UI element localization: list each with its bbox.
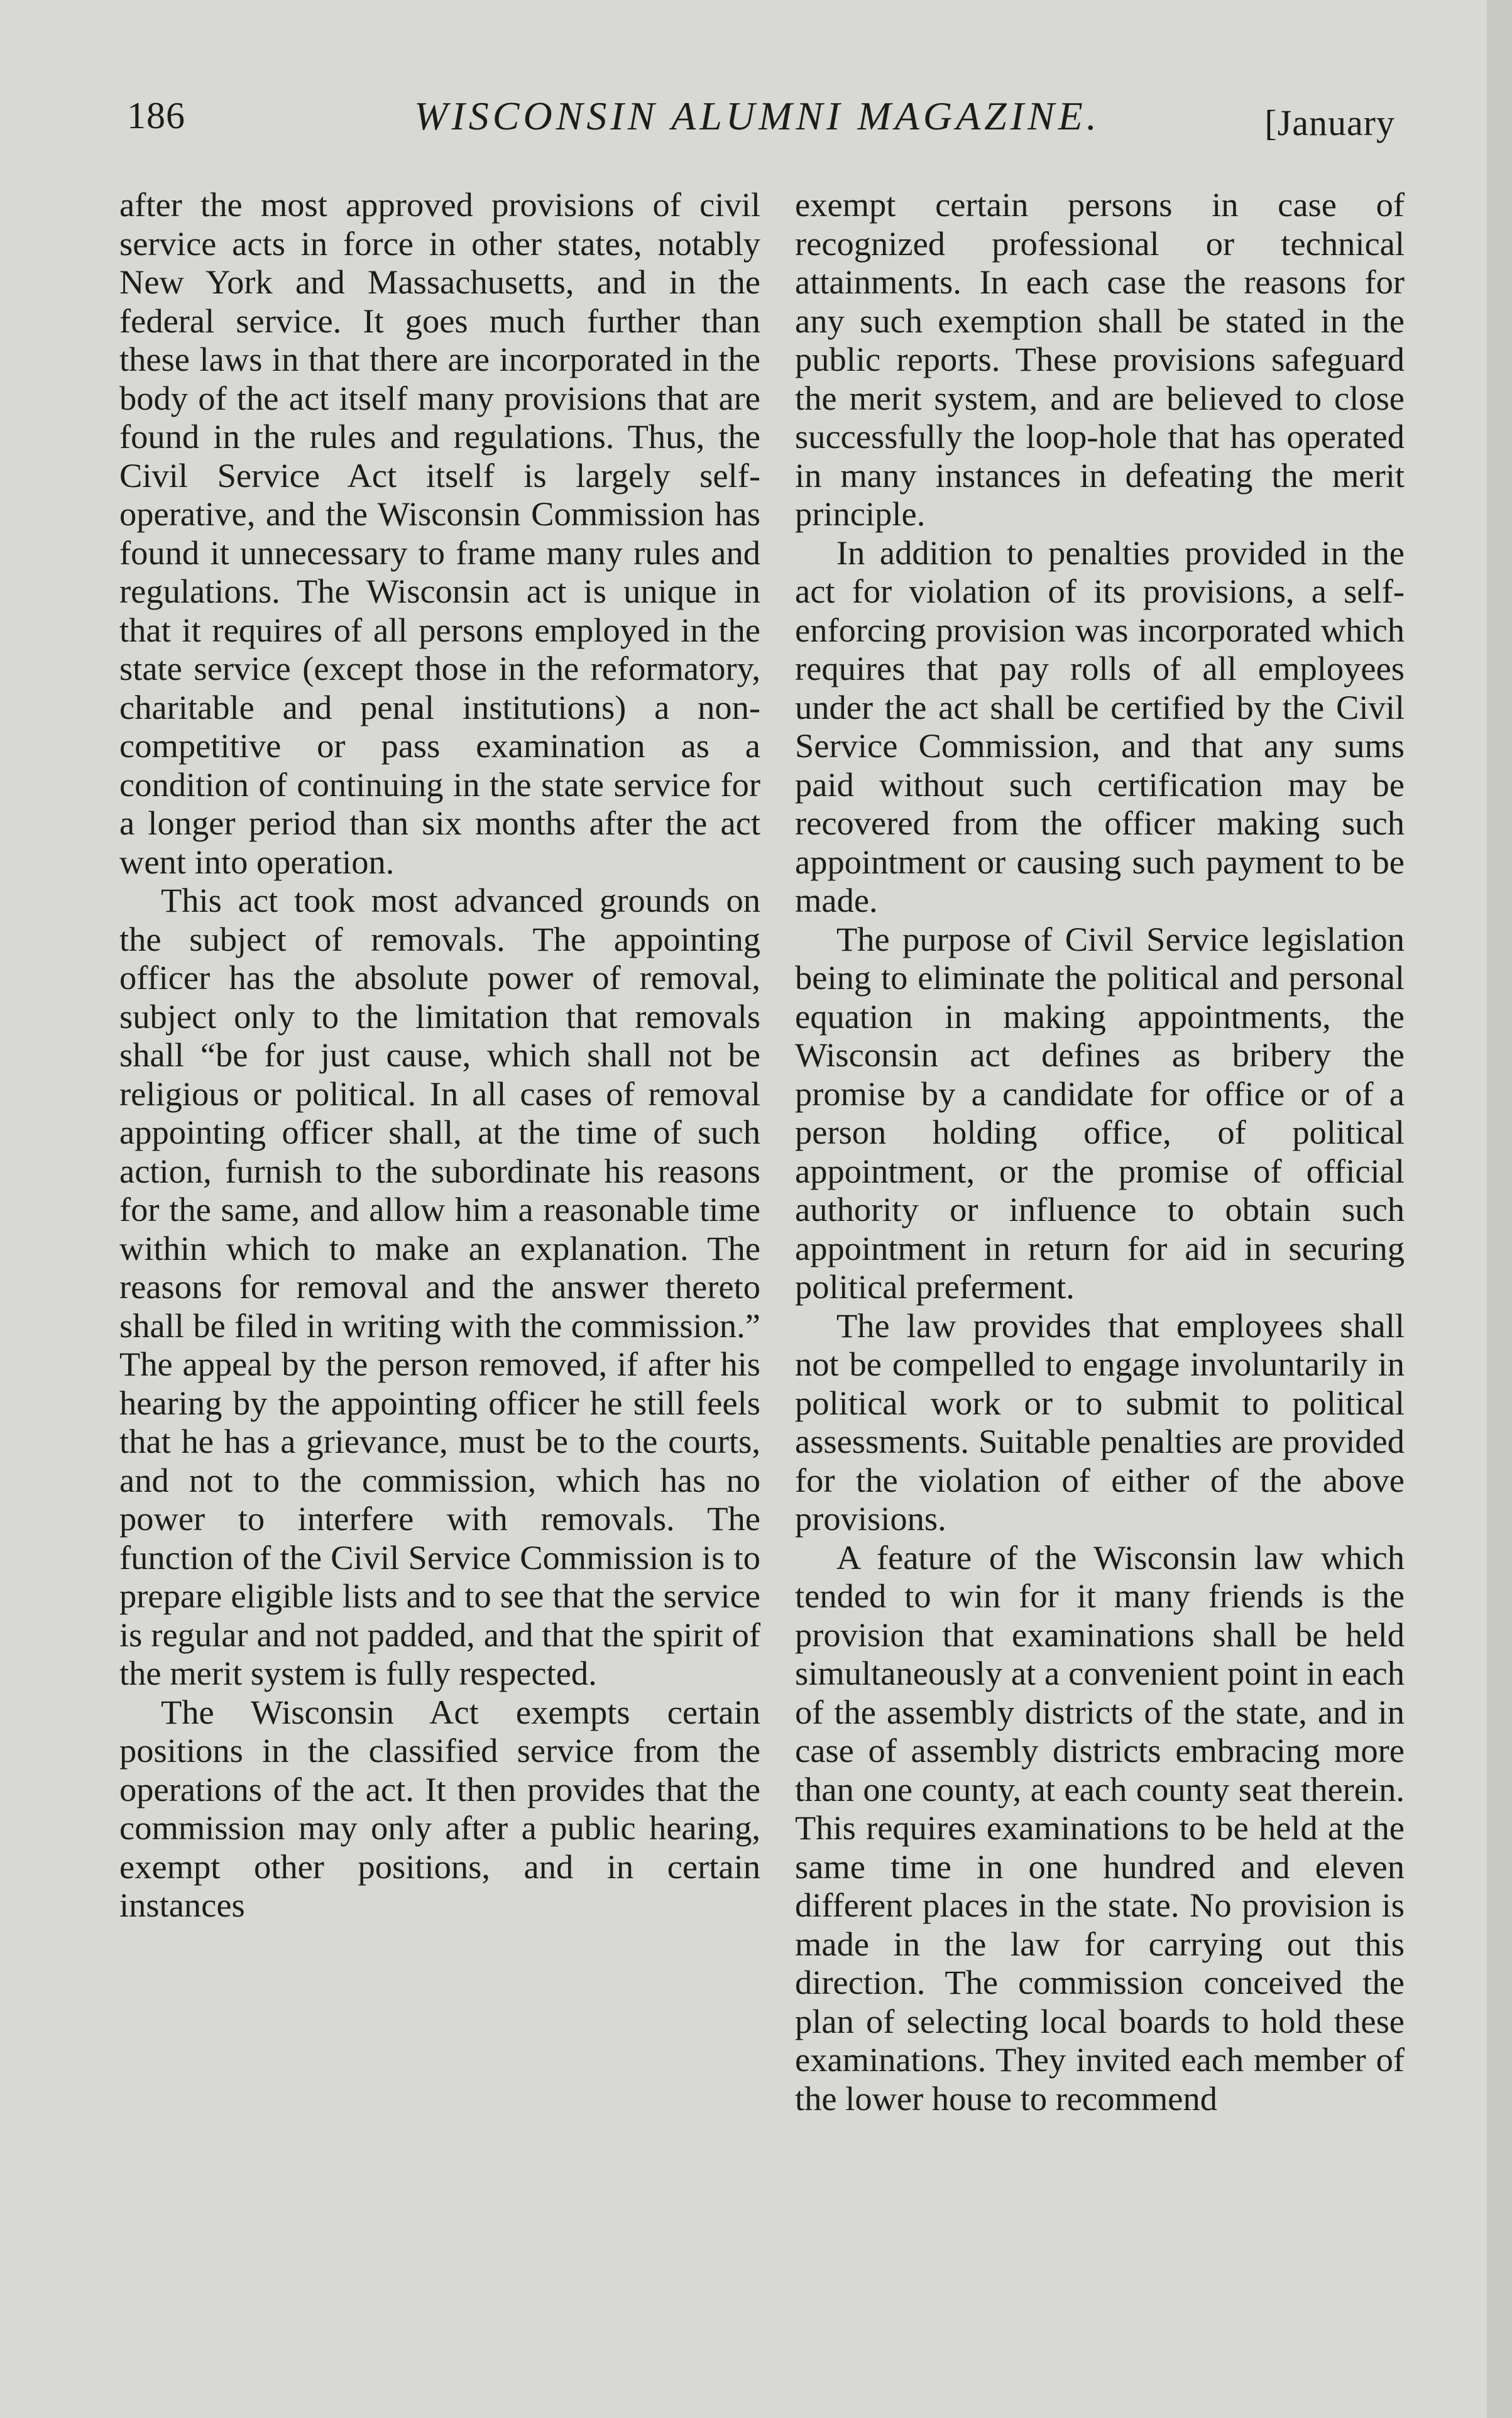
issue-month: [January — [1264, 102, 1395, 143]
right-column — [795, 185, 1405, 2118]
paragraph: after the most approved provisions of civil service acts in force in other states, notably New York and Massachusetts, and in the federal service. It goes much further than these laws in that there are incorporated in the body of the act itself many provisions that are found in the rules and regulations. Thus, the Civil Service Act itself is largely self-operative, and the Wisconsin Commission has found it unnecessary to frame many rules and regulations. The Wisconsin act is unique in that it requires of all persons employed in the state service (except those in the reformatory, charitable and penal institutions) a non-competitive or pass examination as a condition of continuing in the state service for a longer period than six months after the act went into operation. — [119, 185, 760, 881]
paragraph: This act took most advanced grounds on the subject of removals. The appointing officer has the absolute power of removal, subject only to the limitation that removals shall “be for just cause, which shall not be religious or political. In all cases of removal appointing officer shall, at the time of such action, furnish to the subordinate his reasons for the same, and allow him a reasonable time within which to make an explanation. The reasons for removal and the answer thereto shall be filed in writing with the commission.” The appeal by the person removed, if after his hearing by the appointing officer he still feels that he has a grievance, must be to the courts, and not to the commission, which has no power to interfere with removals. The function of the Civil Service Commission is to prepare eligible lists and to see that the service is regular and not padded, and that the spirit of the merit system is fully respected. — [119, 881, 760, 1692]
magazine-title: WISCONSIN ALUMNI MAGAZINE. — [414, 94, 1100, 138]
page-edge-shadow — [1487, 0, 1512, 2418]
running-head — [119, 88, 1395, 157]
paragraph: exempt certain persons in case of recognized professional or technical attainments. In each case the reasons for any such exemption shall be stated in the public reports. These provisions safeguard the merit system, and are believed to close successfully the loop-hole that has operated in many instances in defeating the merit principle. — [795, 185, 1405, 533]
page-number: 186 — [127, 95, 185, 136]
paragraph: In addition to penalties provided in the act for violation of its provisions, a self-enforcing provision was incorporated which requires that pay rolls of all employees under the act shall be certified by the Civil Service Commission, and that any sums paid without such certification may be recovered from the officer making such appointment or causing such payment to be made. — [795, 533, 1405, 919]
paragraph: A feature of the Wisconsin law which tended to win for it many friends is the provision that examinations shall be held simultaneously at a convenient point in each of the assembly districts of the state, and in case of assembly districts embracing more than one county, at each county seat therein. This requires examinations to be held at the same time in one hundred and eleven different places in the state. No provision is made in the law for carrying out this direction. The commission conceived the plan of selecting local boards to hold these examinations. They invited each member of the lower house to recommend — [795, 1538, 1405, 2118]
left-column — [119, 185, 760, 1925]
paragraph: The Wisconsin Act exempts certain positions in the classified service from the operations of the act. It then provides that the commission may only after a public hearing, exempt other positions, and in certain instances — [119, 1692, 760, 1924]
paragraph: The law provides that employees shall not be compelled to engage involuntarily in political work or to submit to political assessments. Suitable penalties are provided for the violation of either of the above provisions. — [795, 1306, 1405, 1538]
paragraph: The purpose of Civil Service legislation being to eliminate the political and personal equation in making appointments, the Wisconsin act defines as bribery the promise by a candidate for office or of a person holding office, of political appointment, or the promise of official authority or influence to obtain such appointment in return for aid in securing political preferment. — [795, 919, 1405, 1306]
